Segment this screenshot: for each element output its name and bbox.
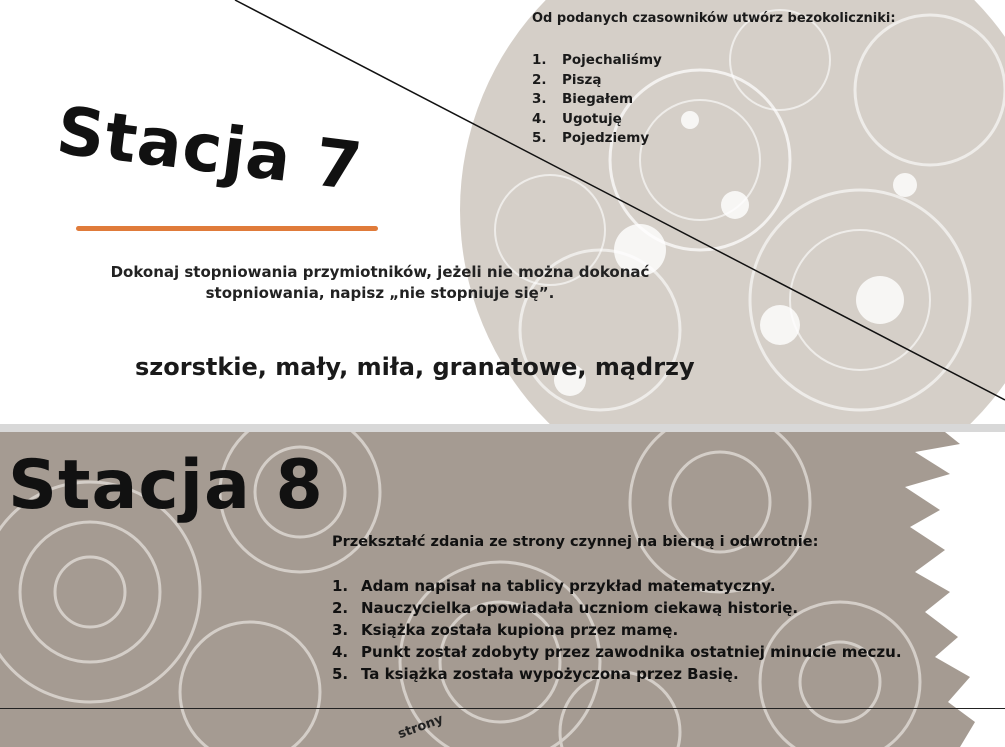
slide-separator	[0, 424, 1005, 432]
list-number: 4.	[532, 110, 547, 127]
transform-instruction: Przekształć zdania ze strony czynnej na bierną i odwrotnie:	[332, 534, 819, 550]
list-text: Nauczycielka opowiadała uczniom ciekawą historię.	[361, 599, 799, 617]
list-number: 2.	[532, 71, 547, 88]
list-item	[532, 51, 662, 71]
list-number: 3.	[532, 91, 547, 107]
title-underline	[76, 226, 378, 231]
list-text: Adam napisał na tablicy przykład matematyczny.	[361, 577, 776, 595]
list-text: Piszą	[562, 71, 602, 88]
list-number: 3.	[332, 621, 349, 639]
list-item	[532, 71, 662, 91]
list-number: 4.	[332, 643, 349, 661]
station-8-title: Stacja 8	[8, 446, 324, 525]
station-7-title: Stacja 7	[52, 92, 367, 206]
verb-list	[532, 51, 662, 149]
list-item	[532, 90, 662, 110]
list-text: Pojechaliśmy	[562, 52, 662, 68]
list-item	[332, 641, 902, 663]
list-item	[332, 663, 902, 685]
list-number: 5.	[332, 665, 349, 683]
horizontal-rule	[0, 708, 1005, 709]
verb-task-header: Od podanych czasowników utwórz bezokoliczniki:	[532, 11, 896, 26]
list-item	[532, 129, 662, 149]
grading-instruction: Dokonaj stopniowania przymiotników, jeżeli nie można dokonać stopniowania, napisz „nie stopniuje się”.	[110, 263, 650, 302]
list-text: Ta książka została wypożyczona przez Basię.	[361, 665, 739, 683]
slide-station-8	[0, 432, 1005, 747]
list-item	[332, 597, 902, 619]
list-text: Pojedziemy	[562, 130, 650, 146]
adjective-list: szorstkie, mały, miła, granatowe, mądrzy	[135, 353, 695, 381]
list-number: 5.	[532, 130, 547, 146]
list-number: 1.	[532, 52, 547, 68]
white-splash-shape	[905, 432, 1005, 747]
list-number: 1.	[332, 577, 349, 595]
list-text: Książka została kupiona przez mamę.	[361, 621, 679, 639]
list-item	[332, 619, 902, 641]
list-text: Biegałem	[562, 91, 634, 107]
list-item	[332, 575, 902, 597]
partial-rotated-text: strony	[396, 711, 446, 743]
list-text: Ugotuję	[562, 110, 622, 127]
sentence-list	[332, 575, 902, 685]
list-number: 2.	[332, 599, 349, 617]
list-text: Punkt został zdobyty przez zawodnika ostatniej minucie meczu.	[361, 643, 902, 661]
list-item	[532, 110, 662, 130]
